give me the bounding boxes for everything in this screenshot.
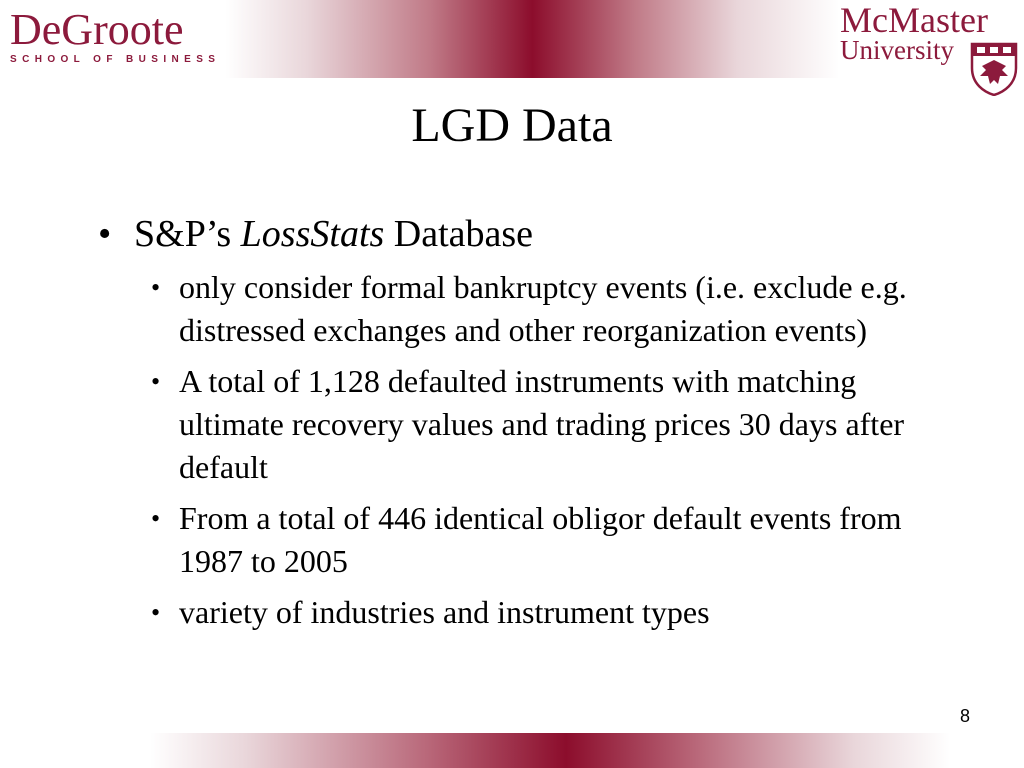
- mcmaster-logo-line1: McMaster: [840, 0, 988, 40]
- bullet-level2-text: From a total of 446 identical obligor default events from 1987 to 2005: [179, 500, 902, 579]
- degroote-logo-subtitle: SCHOOL OF BUSINESS: [10, 54, 221, 65]
- slide-body: [98, 210, 978, 642]
- mcmaster-logo-line2: University: [840, 35, 954, 65]
- bullet-marker: •: [151, 598, 161, 627]
- bullet-level2-item: [143, 266, 939, 352]
- bullet-level2-text: variety of industries and instrument types: [179, 594, 710, 630]
- degroote-logo: [10, 5, 225, 68]
- degroote-logo-wordmark: DeGroote: [10, 5, 184, 54]
- slide-number: 8: [959, 706, 970, 726]
- bullet-level1-prefix: S&P’s: [134, 213, 241, 255]
- slide-title: LGD Data: [411, 99, 613, 152]
- bullet-marker: •: [151, 273, 161, 302]
- mcmaster-logo: [838, 0, 1024, 100]
- bullet-marker: •: [151, 367, 161, 396]
- bullet-level1-suffix: Database: [384, 213, 534, 255]
- bullet-marker: •: [98, 213, 112, 255]
- bullet-level2-text: only consider formal bankruptcy events (i.e. exclude e.g. distressed exchanges and other reorganization events): [179, 269, 907, 348]
- bullet-level2-text: A total of 1,128 defaulted instruments with matching ultimate recovery values and trading prices 30 days after default: [179, 363, 905, 485]
- mcmaster-crest-icon: [968, 40, 1020, 96]
- bullet-level2-item: [143, 591, 939, 634]
- bullet-marker: •: [151, 504, 161, 533]
- bullet-level1: [98, 210, 978, 258]
- footer-decorative-band: [150, 733, 950, 768]
- bullet-level1-italic: LossStats: [240, 213, 385, 255]
- bullet-level2-item: [143, 497, 939, 583]
- bullet-level2-item: [143, 360, 939, 489]
